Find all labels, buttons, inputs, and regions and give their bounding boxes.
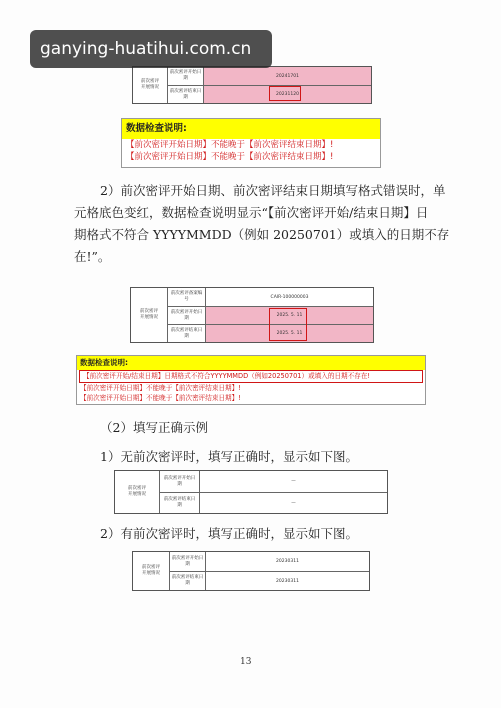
row1-value bbox=[205, 552, 369, 571]
row0-value bbox=[205, 288, 373, 306]
row1-value-text: 2025. 5. 11 bbox=[276, 313, 303, 318]
table-previous-eval-2 bbox=[130, 287, 374, 343]
row1-label: 前次密评开始日 期 bbox=[167, 307, 205, 324]
watermark: ganying-huatihui.com.cn bbox=[30, 30, 272, 68]
note-line: 【前次密评开始/结束日期】日期格式不符合YYYYMMDD（例如20250701）或填入的日期不存在! bbox=[79, 370, 423, 383]
heading-correct-example: （2）填写正确示例 bbox=[100, 420, 208, 435]
para-line: 在!”。 bbox=[74, 249, 111, 264]
group-label: 前次密评 开展情况 bbox=[142, 565, 160, 576]
error-highlight-box bbox=[269, 308, 307, 341]
note-line: 【前次密评开始日期】不能晚于【前次密评结束日期】! bbox=[80, 394, 241, 402]
table-previous-eval-1 bbox=[132, 66, 372, 104]
group-label: 前次密评 开展情况 bbox=[141, 79, 159, 90]
row2-value-text: — bbox=[291, 500, 296, 506]
row2-label: 前次密评结束日 期 bbox=[167, 325, 205, 342]
error-highlight-box bbox=[269, 86, 301, 101]
row2-label: 前次密评结束日 期 bbox=[169, 572, 205, 590]
row0-label: 前次密评备案编 号 bbox=[167, 288, 205, 306]
row1-value-text: — bbox=[291, 479, 296, 484]
item-no-previous-eval: 1）无前次密评时，填写正确时，显示如下图。 bbox=[100, 449, 358, 464]
note-line: 【前次密评开始日期】不能晚于【前次密评结束日期】! bbox=[126, 140, 334, 150]
table-previous-eval-4 bbox=[132, 551, 370, 591]
row1-value-text: 20230311 bbox=[276, 559, 299, 564]
row1-label: 前次密评开始日 期 bbox=[169, 552, 205, 571]
row2-value-text: 2025. 5. 11 bbox=[276, 331, 303, 336]
note-title: 数据检查说明: bbox=[122, 119, 380, 139]
note-line: 【前次密评开始日期】不能晚于【前次密评结束日期】! bbox=[80, 384, 241, 392]
row2-label: 前次密评结束日 期 bbox=[167, 86, 203, 103]
page-number: 13 bbox=[240, 657, 252, 667]
group-label: 前次密评 开展情况 bbox=[128, 486, 146, 497]
para-line: 元格底色变红，数据检查说明显示“【前次密评开始/结束日期】日 bbox=[74, 205, 429, 220]
row2-value bbox=[199, 493, 387, 513]
paragraph-format-error bbox=[74, 180, 454, 268]
table-previous-eval-3 bbox=[114, 470, 388, 514]
row2-value bbox=[205, 572, 369, 590]
note-line: 【前次密评开始日期】不能晚于【前次密评结束日期】! bbox=[126, 152, 334, 162]
group-label: 前次密评 开展情况 bbox=[140, 309, 158, 320]
row1-label: 前次密评开始日 期 bbox=[167, 67, 203, 85]
row2-label: 前次密评结束日 期 bbox=[159, 493, 199, 513]
data-check-note-1 bbox=[121, 118, 381, 168]
para-line: 期格式不符合 YYYYMMDD（例如 20250701）或填入的日期不存 bbox=[74, 227, 450, 242]
item-has-previous-eval: 2）有前次密评时，填写正确时，显示如下图。 bbox=[100, 526, 358, 541]
para-line: 2）前次密评开始日期、前次密评结束日期填写格式错误时，单 bbox=[100, 183, 446, 198]
row0-value-text: CAIR-100000003 bbox=[270, 294, 309, 300]
data-check-note-2 bbox=[76, 355, 426, 405]
note-title: 数据检查说明: bbox=[77, 356, 425, 370]
row1-value-text: 20241701 bbox=[276, 73, 299, 79]
row1-value bbox=[203, 67, 371, 85]
row1-value bbox=[199, 471, 387, 492]
row1-label: 前次密评开始日 期 bbox=[159, 471, 199, 492]
row2-value-text: 20230311 bbox=[276, 578, 299, 584]
row2-value-text: 20231120 bbox=[276, 92, 299, 97]
